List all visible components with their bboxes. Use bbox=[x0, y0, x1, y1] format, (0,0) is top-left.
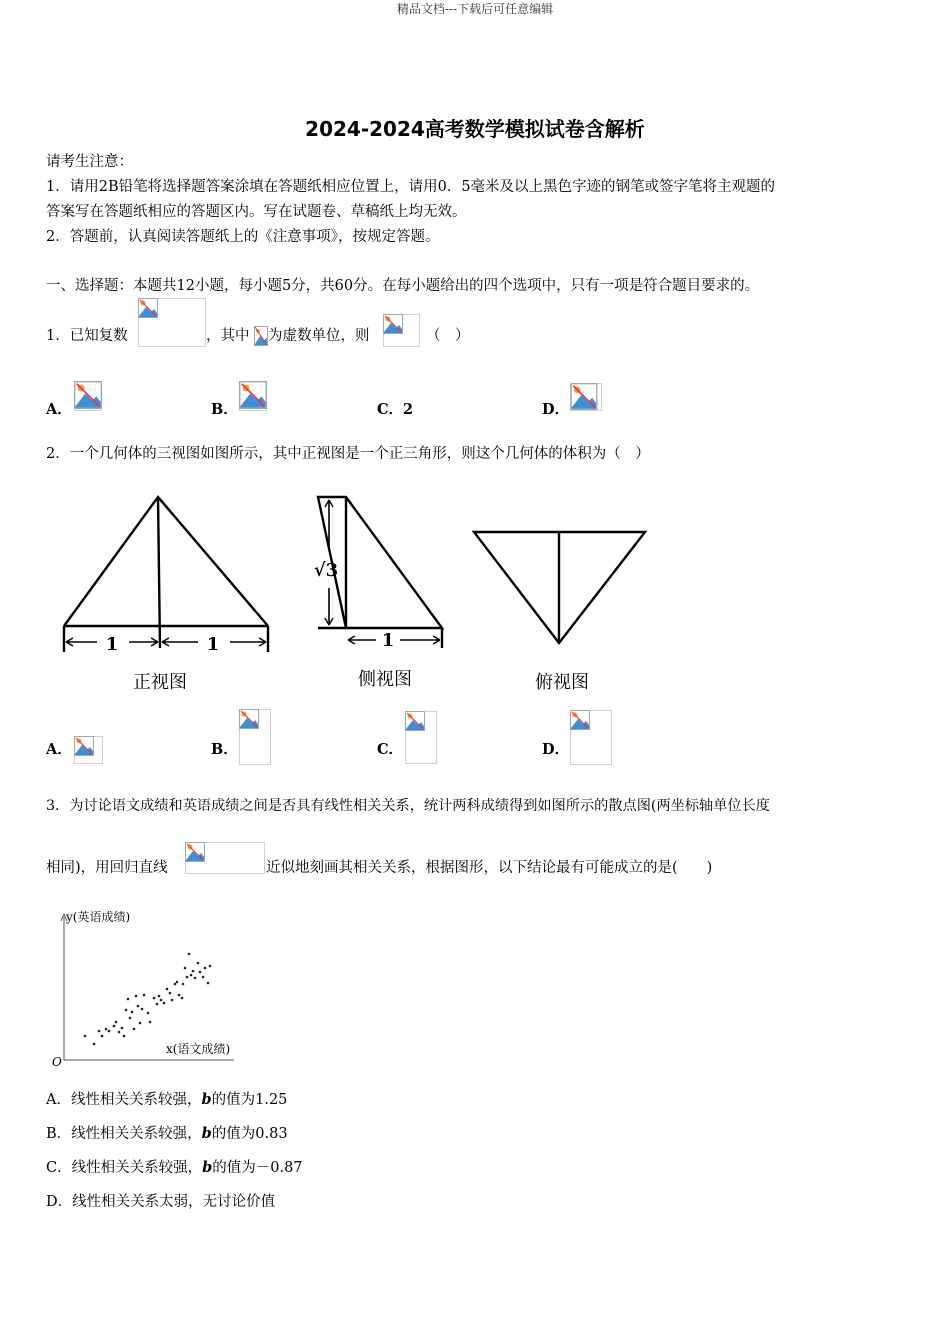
q1-option-d-image bbox=[570, 383, 602, 411]
q1-text-part3: 为虚数单位，则 bbox=[268, 328, 370, 344]
q1-option-c[interactable]: C．2 bbox=[377, 401, 414, 418]
side-view-caption: 侧视图 bbox=[358, 669, 412, 690]
q3-option-a-value: 的值为1.25 bbox=[211, 1092, 288, 1108]
q3-option-a-text: A．线性相关关系较强， bbox=[46, 1092, 202, 1108]
q2-option-b[interactable]: B． bbox=[211, 741, 238, 758]
q1-option-a-image bbox=[74, 381, 102, 411]
q2-option-c-image bbox=[405, 711, 437, 764]
broken-image-icon bbox=[74, 381, 102, 409]
front-view bbox=[64, 497, 268, 652]
notice-line-1b: 答案写在答题纸相应的答题区内。写在试题卷、草稿纸上均无效。 bbox=[46, 204, 467, 220]
top-view bbox=[474, 532, 645, 643]
q1-option-b-image bbox=[239, 381, 267, 411]
q1-option-d[interactable]: D． bbox=[542, 401, 570, 418]
broken-image-icon bbox=[239, 381, 267, 409]
q1-option-b[interactable]: B． bbox=[211, 401, 238, 418]
notice-heading: 请考生注意： bbox=[46, 154, 133, 170]
q2-option-b-image bbox=[239, 709, 271, 765]
broken-image-icon bbox=[383, 314, 403, 334]
broken-image-icon bbox=[239, 709, 259, 729]
q3-option-b-var: b bbox=[201, 1125, 212, 1142]
page-header: 精品文档---下载后可任意编辑 bbox=[396, 2, 554, 16]
q1-expr-image bbox=[383, 314, 420, 347]
page-title: 2024-2024高考数学模拟试卷含解析 bbox=[305, 117, 645, 141]
q2-option-a-image bbox=[74, 736, 103, 764]
broken-image-icon bbox=[570, 710, 590, 730]
q3-option-b[interactable] bbox=[46, 1122, 288, 1143]
q3-option-c[interactable] bbox=[46, 1156, 303, 1177]
broken-image-icon bbox=[138, 298, 158, 318]
q1-text-part4: （ ） bbox=[426, 328, 470, 344]
q1-formula-image bbox=[138, 298, 206, 347]
three-view-figure bbox=[0, 480, 700, 700]
q3-text-part2: 近似地刻画其相关关系，根据图形，以下结论最有可能成立的是( ) bbox=[266, 860, 713, 876]
broken-image-icon bbox=[254, 326, 268, 346]
q3-option-d-text: D．线性相关关系太弱，无讨论价值 bbox=[46, 1194, 276, 1210]
broken-image-icon bbox=[185, 842, 205, 862]
q2-text: 2．一个几何体的三视图如图所示，其中正视图是一个正三角形，则这个几何体的体积为（ ） bbox=[46, 446, 650, 462]
side-dim-height: √3 bbox=[313, 560, 339, 581]
scatter-plot bbox=[44, 905, 244, 1070]
origin-label: O bbox=[52, 1055, 62, 1069]
q3-option-b-text: B．线性相关关系较强， bbox=[46, 1126, 202, 1142]
q2-option-c[interactable]: C． bbox=[377, 741, 404, 758]
q3-option-c-var: b bbox=[202, 1159, 213, 1176]
q3-option-b-value: 的值为0.83 bbox=[211, 1126, 288, 1142]
notice-line-2: 2．答题前，认真阅读答题纸上的《注意事项》，按规定答题。 bbox=[46, 229, 440, 245]
q1-text-part2: ，其中 bbox=[206, 328, 250, 344]
q2-option-a[interactable]: A． bbox=[46, 741, 72, 758]
broken-image-icon bbox=[74, 736, 94, 756]
q3-option-d[interactable] bbox=[46, 1190, 275, 1211]
section-heading: 一、选择题：本题共12小题，每小题5分，共60分。在每小题给出的四个选项中，只有一项是符合题目要求的。 bbox=[46, 278, 760, 294]
q3-regression-image bbox=[185, 842, 265, 874]
q3-option-a[interactable] bbox=[46, 1088, 287, 1109]
scatter-points bbox=[84, 953, 212, 1046]
q1-i-image bbox=[254, 326, 268, 346]
q3-text-line1: 3．为讨论语文成绩和英语成绩之间是否具有线性相关关系，统计两科成绩得到如图所示的散点图(两坐标轴单位长度 bbox=[46, 798, 770, 814]
broken-image-icon bbox=[570, 383, 598, 410]
front-view-caption: 正视图 bbox=[133, 672, 187, 693]
y-axis-label: y(英语成绩) bbox=[66, 910, 131, 924]
q1-option-a[interactable]: A． bbox=[46, 401, 72, 418]
x-axis-label: x(语文成绩) bbox=[166, 1042, 231, 1056]
side-dim-base: 1 bbox=[381, 630, 395, 651]
q3-option-c-value: 的值为－0.87 bbox=[212, 1160, 303, 1176]
q3-text-part1: 相同)，用回归直线 bbox=[46, 860, 168, 876]
broken-image-icon bbox=[405, 711, 425, 731]
front-dim-right: 1 bbox=[206, 634, 220, 655]
top-view-caption: 俯视图 bbox=[535, 672, 589, 693]
q3-option-c-text: C．线性相关关系较强， bbox=[46, 1160, 203, 1176]
q2-option-d[interactable]: D． bbox=[542, 741, 570, 758]
q1-text-part1: 1．已知复数 bbox=[46, 328, 128, 344]
q3-option-a-var: b bbox=[201, 1091, 212, 1108]
front-dim-left: 1 bbox=[105, 634, 119, 655]
notice-line-1: 1．请用2B铅笔将选择题答案涂填在答题纸相应位置上，请用0．5毫米及以上黑色字迹的钢笔或签字笔将主观题的 bbox=[46, 179, 776, 195]
q2-option-d-image bbox=[570, 710, 612, 765]
